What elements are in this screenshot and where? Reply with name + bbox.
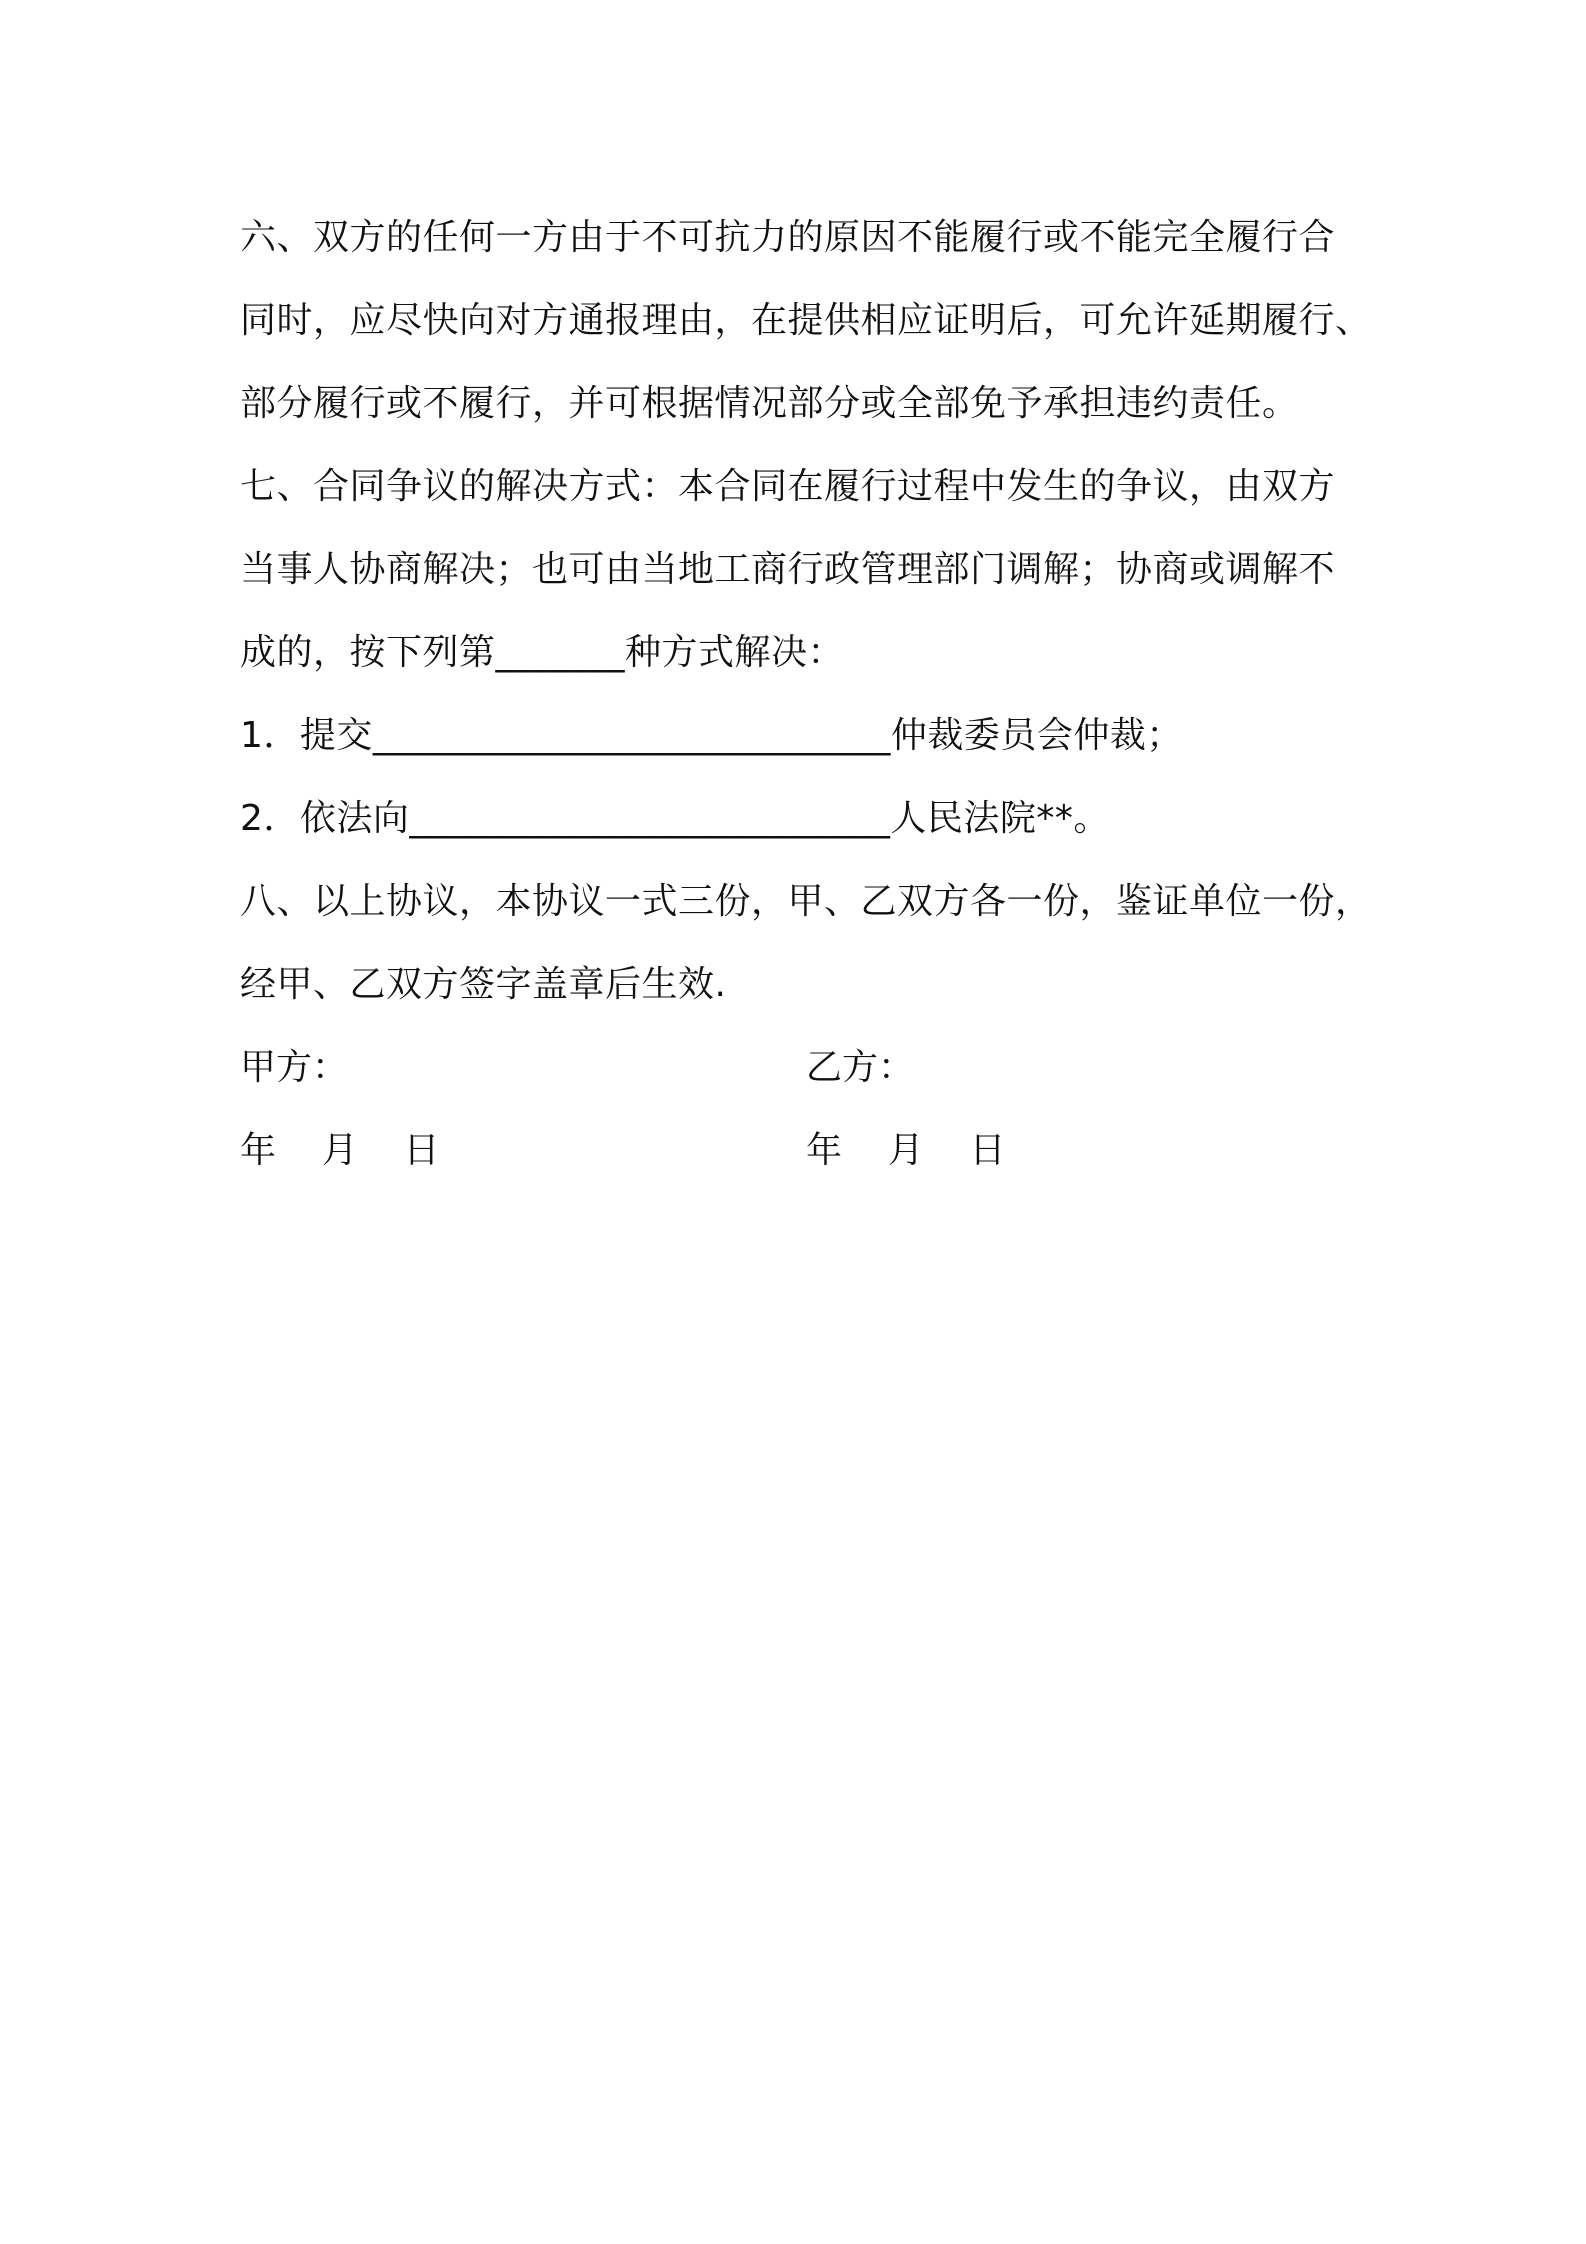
clause-6-line-3: 部分履行或不履行，并可根据情况部分或全部免予承担违约责任。 xyxy=(240,383,1299,424)
clause-8-line-2: 经甲、乙双方签字盖章后生效. xyxy=(240,964,727,1005)
option-2-court: 2．依法向__________________________人民法院**。 xyxy=(240,798,1110,839)
clause-7-line-1: 七、合同争议的解决方式：本合同在履行过程中发生的争议，由双方 xyxy=(240,466,1336,507)
option-1-arbitration: 1．提交____________________________仲裁委员会仲裁； xyxy=(240,715,1183,756)
party-b-date: 年 月 日 xyxy=(806,1130,1006,1171)
clause-7-line-3: 成的，按下列第_______种方式解决： xyxy=(240,632,845,673)
clause-7-line-2: 当事人协商解决；也可由当地工商行政管理部门调解；协商或调解不 xyxy=(240,549,1336,590)
party-b-label: 乙方： xyxy=(806,1047,915,1088)
signature-row xyxy=(240,1026,1360,1109)
clause-6-line-1: 六、双方的任何一方由于不可抗力的原因不能履行或不能完全履行合 xyxy=(240,217,1336,258)
party-a-date: 年 月 日 xyxy=(240,1130,440,1171)
clause-6-line-2: 同时，应尽快向对方通报理由，在提供相应证明后，可允许延期履行、 xyxy=(240,300,1372,341)
contract-body xyxy=(240,196,1372,1192)
party-a-label: 甲方： xyxy=(240,1047,349,1088)
date-row xyxy=(240,1109,1360,1192)
clause-8-line-1: 八、以上协议，本协议一式三份，甲、乙双方各一份，鉴证单位一份， xyxy=(240,881,1372,922)
